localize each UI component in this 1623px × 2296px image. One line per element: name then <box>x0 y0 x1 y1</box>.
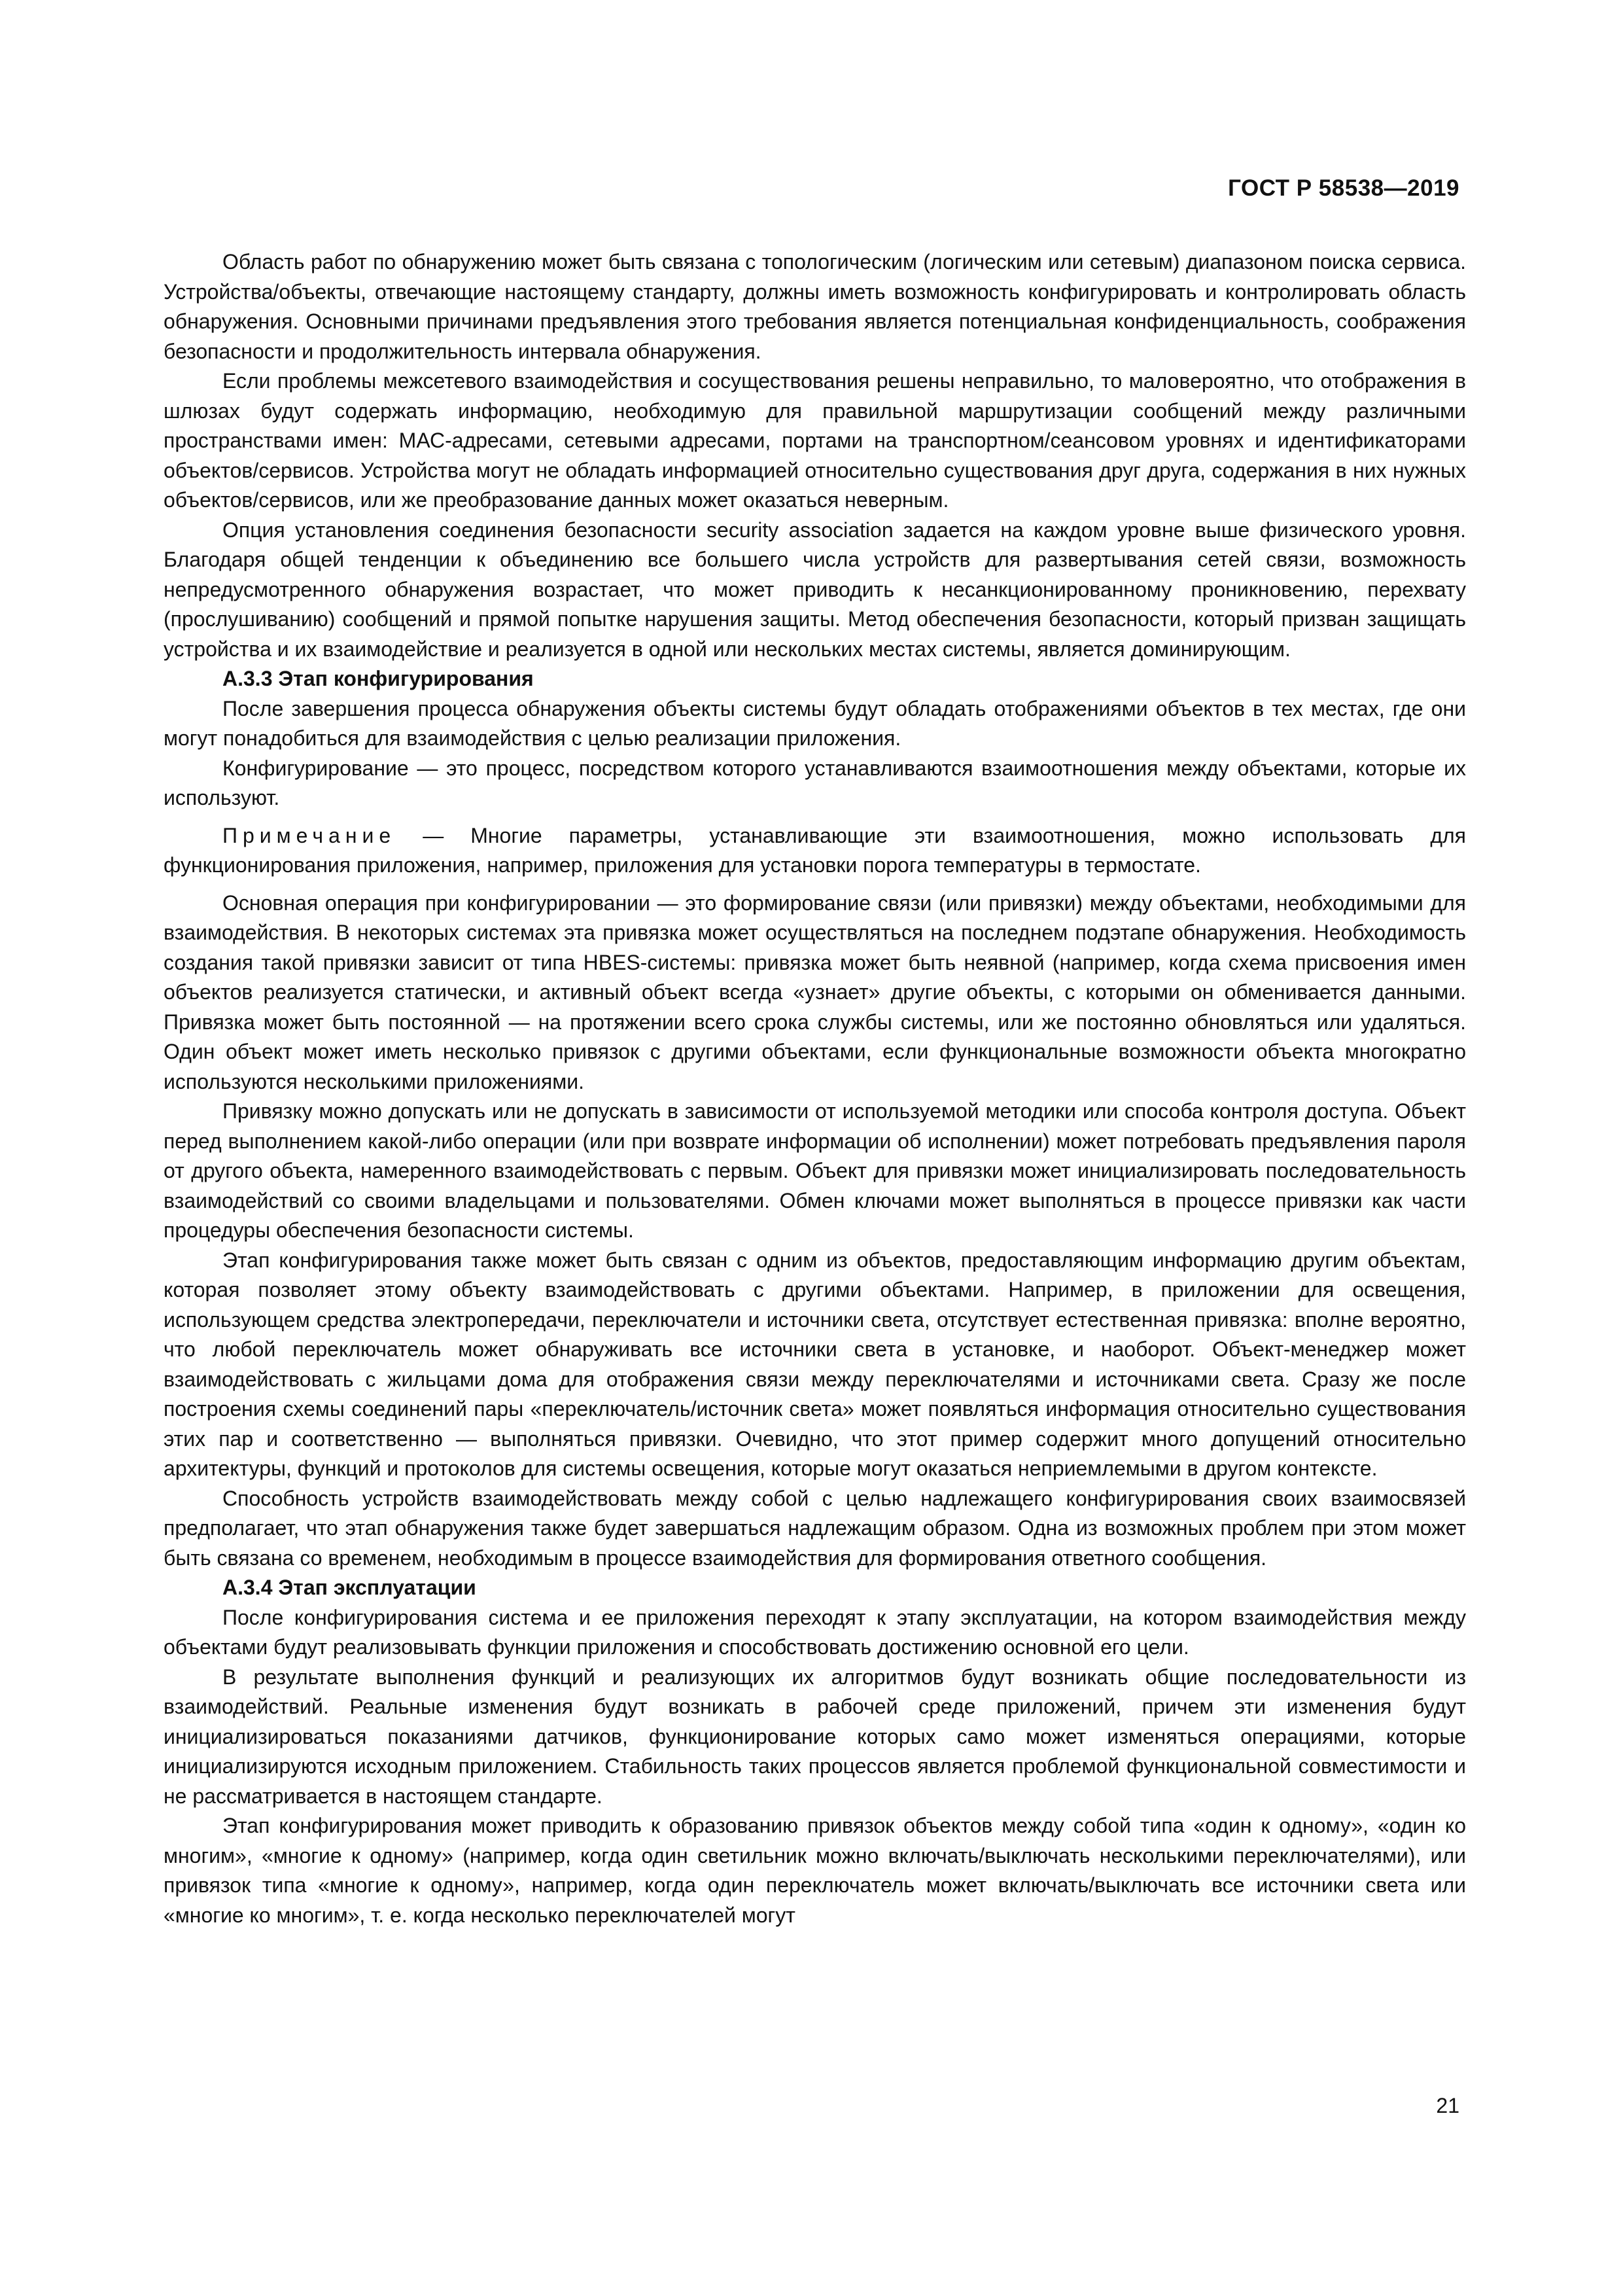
section-heading-a34: А.3.4 Этап эксплуатации <box>222 1576 476 1599</box>
document-header: ГОСТ Р 58538—2019 <box>1228 175 1459 201</box>
paragraph: Если проблемы межсетевого взаимодействия и сосуществования решены неправильно, то маловероятно, что отображения в шлюзах будут содержать информацию, необходимую для правильной маршрутизации сообщений между различными пространствами имен: МАС-адресами, сетевыми адресами, портами на транспортном/сеансовом уровнях и идентификаторами объектов/сервисов. Устройства могут не обладать информацией относительно существования друг друга, содержания в них нужных объектов/сервисов, или же преобразование данных может оказаться неверным. <box>164 369 1466 512</box>
note-text: — Многие параметры, устанавливающие эти взаимоотношения, можно использовать для функционирования приложения, например, приложения для установки порога температуры в термостате. <box>164 823 1466 877</box>
paragraph: Основная операция при конфигурировании — это формирование связи (или привязки) между объектами, необходимыми для взаимодействия. В некоторых системах эта привязка может осуществляться на последнем подэтапе обнаружения. Необходимость создания такой привязки зависит от типа HBES-системы: привязка может быть неявной (например, когда схема присвоения имен объектов реализуется статически, и активный объект всегда «узнает» другие объекты, с которыми он обменивается данными. Привязка может быть постоянной — на протяжении всего срока службы системы, или же постоянно обновляться или удаляться. Один объект может иметь несколько привязок с другими объектами, если функциональные возможности объекта многократно используются несколькими приложениями. <box>164 891 1466 1093</box>
paragraph: Опция установления соединения безопасности security association задается на каждом уровне выше физического уровня. Благодаря общей тенденции к объединению все большего числа устройств для развертывания сетей связи, возможность непредусмотренного обнаружения возрастает, что может приводить к несанкционированному проникновению, перехвату (прослушиванию) сообщений и прямой попытке нарушения защиты. Метод обеспечения безопасности, который призван защищать устройства и их взаимодействие и реализуется в одной или нескольких местах системы, является доминирующим. <box>164 518 1466 661</box>
paragraph: Привязку можно допускать или не допускать в зависимости от используемой методики или способа контроля доступа. Объект перед выполнением какой-либо операции (или при возврате информации об исполнении) может потребовать предъявления пароля от другого объекта, намеренного взаимодействовать с первым. Объект для привязки может инициализировать последовательность взаимодействий со своими владельцами и пользователями. Обмен ключами может выполняться в процессе привязки как части процедуры обеспечения безопасности системы. <box>164 1099 1466 1242</box>
page-number: 21 <box>1436 2094 1459 2117</box>
paragraph: Этап конфигурирования может приводить к образованию привязок объектов между собой типа «один к одному», «один ко многим», «многие к одному» (например, когда один светильник можно включать/выключать несколькими переключателями), или привязок типа «многие к одному», например, когда один переключатель может включать/выключать все источники света или «многие ко многим», т. е. когда несколько переключателей могут <box>164 1814 1466 1927</box>
note-label: Примечание <box>222 823 396 847</box>
paragraph: Этап конфигурирования также может быть связан с одним из объектов, предоставляющим информацию другим объектам, которая позволяет этому объекту взаимодействовать с другими объектами. Например, в приложении для освещения, использующем средства электропередачи, переключатели и источники света, отсутствует естественная привязка: вполне вероятно, что любой переключатель может обнаруживать все источники света в установке, и наоборот. Объект-менеджер может взаимодействовать с жильцами дома для отображения связи между переключателями и источниками света. Сразу же после построения схемы соединений пары «переключатель/источник света» может появляться информация относительно существования этих пар и соответственно — выполняться привязки. Очевидно, что этот пример содержит много допущений относительно архитектуры, функций и протоколов для системы освещения, которые могут оказаться неприемлемыми в другом контексте. <box>164 1248 1466 1480</box>
paragraph: Способность устройств взаимодействовать между собой с целью надлежащего конфигурирования своих взаимосвязей предполагает, что этап обнаружения также будет завершаться надлежащим образом. Одна из возможных проблем при этом может быть связана со временем, необходимым в процессе взаимодействия для формирования ответного сообщения. <box>164 1486 1466 1570</box>
paragraph: Конфигурирование — это процесс, посредством которого устанавливаются взаимоотношения между объектами, которые их используют. <box>164 756 1466 809</box>
paragraph: После конфигурирования система и ее приложения переходят к этапу эксплуатации, на котором взаимодействия между объектами будут реализовывать функции приложения и способствовать достижению основной его цели. <box>164 1605 1466 1659</box>
document-body <box>164 247 1466 1930</box>
paragraph: В результате выполнения функций и реализующих их алгоритмов будут возникать общие последовательности из взаимодействий. Реальные изменения будут возникать в рабочей среде приложений, причем эти изменения будут инициализироваться показаниями датчиков, функционирование которых само может изменяться операциями, которые инициализируются исходным приложением. Стабильность таких процессов является проблемой функциональной совместимости и не рассматривается в настоящем стандарте. <box>164 1665 1466 1808</box>
paragraph: После завершения процесса обнаружения объекты системы будут обладать отображениями объектов в тех местах, где они могут понадобиться для взаимодействия с целью реализации приложения. <box>164 696 1466 750</box>
note-paragraph <box>164 821 1466 881</box>
paragraph: Область работ по обнаружению может быть связана с топологическим (логическим или сетевым) диапазоном поиска сервиса. Устройства/объекты, отвечающие настоящему стандарту, должны иметь возможность конфигурировать и контролировать область обнаружения. Основными причинами предъявления этого требования является потенциальная конфиденциальность, соображения безопасности и продолжительность интервала обнаружения. <box>164 250 1466 363</box>
section-heading-a33: А.3.3 Этап конфигурирования <box>222 667 534 690</box>
